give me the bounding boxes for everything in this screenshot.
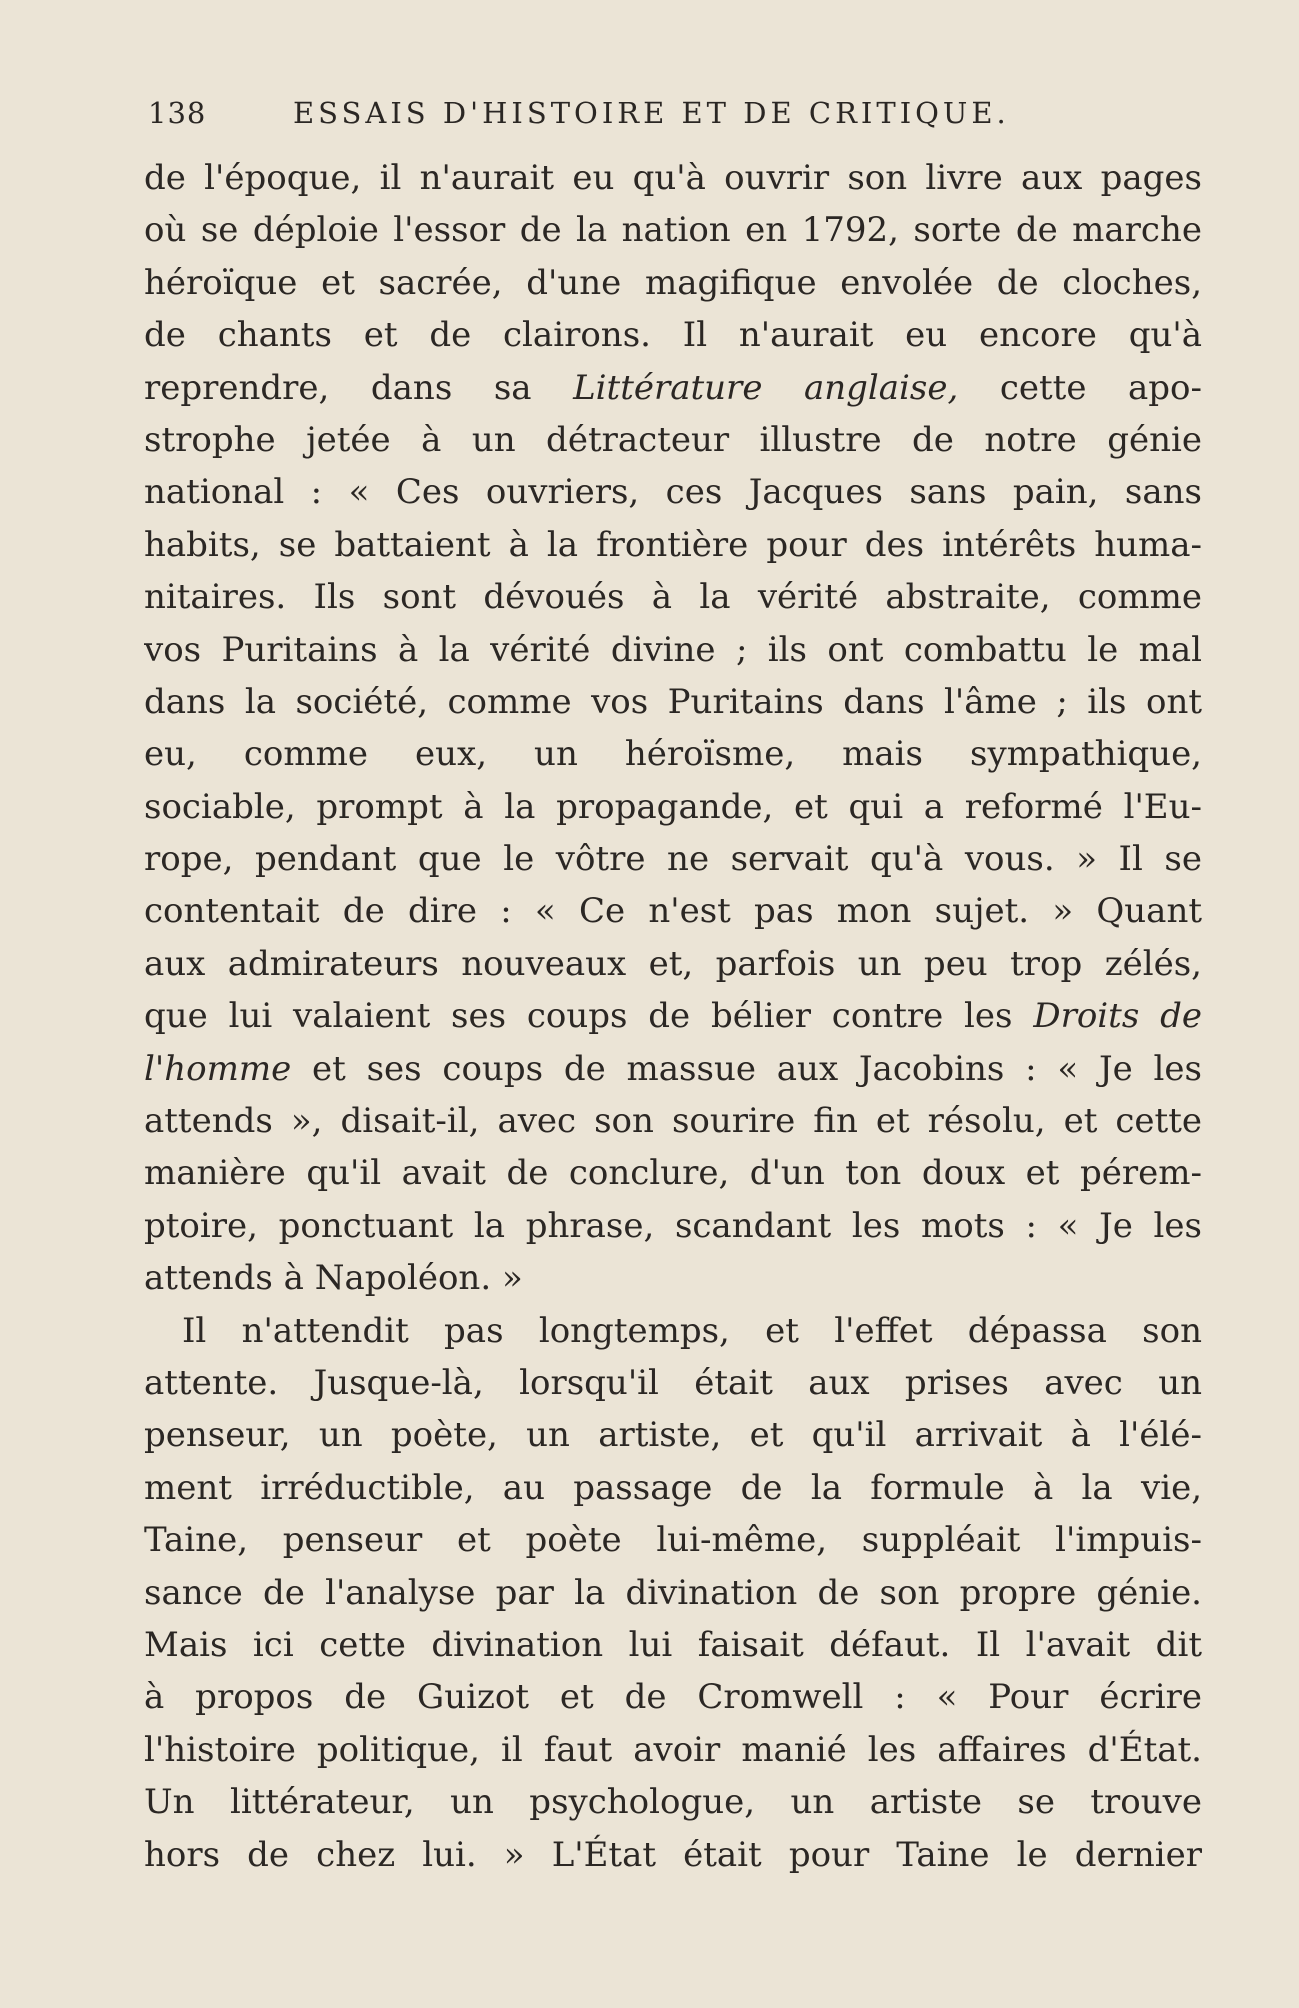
text-line bbox=[144, 990, 1202, 1042]
text-line: rope, pendant que le vôtre ne servait qu'à vous. » Il se bbox=[144, 839, 1202, 880]
text-line: où se déploie l'essor de la nation en 1792, sorte de marche bbox=[144, 210, 1202, 251]
text-line: vos Puritains à la vérité divine ; ils ont combattu le mal bbox=[144, 629, 1202, 670]
text-run: que lui valaient ses coups de bélier contre les bbox=[144, 996, 1034, 1037]
text-line: Un littérateur, un psychologue, un artiste se trouve bbox=[144, 1782, 1202, 1823]
running-head bbox=[148, 96, 1088, 136]
text-run: reprendre, dans sa bbox=[144, 367, 574, 408]
italic-title: Littérature anglaise, bbox=[573, 367, 959, 408]
text-line: Il n'attendit pas longtemps, et l'effet dépassa son bbox=[182, 1310, 1202, 1351]
italic-title: l'homme bbox=[144, 1048, 292, 1089]
text-line: dans la société, comme vos Puritains dans l'âme ; ils ont bbox=[144, 681, 1202, 722]
text-line: hors de chez lui. » L'État était pour Taine le dernier bbox=[144, 1834, 1202, 1875]
text-line: habits, se battaient à la frontière pour des intérêts huma- bbox=[144, 524, 1202, 565]
text-line: aux admirateurs nouveaux et, parfois un peu trop zélés, bbox=[144, 943, 1202, 984]
text-line: nitaires. Ils sont dévoués à la vérité abstraite, comme bbox=[144, 577, 1202, 618]
text-line: de chants et de clairons. Il n'aurait eu encore qu'à bbox=[144, 315, 1202, 356]
text-line: manière qu'il avait de conclure, d'un ton doux et pérem- bbox=[144, 1153, 1202, 1194]
text-line: Taine, penseur et poète lui-même, suppléait l'impuis- bbox=[144, 1520, 1202, 1561]
text-line: penseur, un poète, un artiste, et qu'il arrivait à l'élé- bbox=[144, 1415, 1202, 1456]
text-line: de l'époque, il n'aurait eu qu'à ouvrir son livre aux pages bbox=[144, 158, 1202, 198]
text-line: eu, comme eux, un héroïsme, mais sympathique, bbox=[144, 734, 1202, 775]
text-run: et ses coups de massue aux Jacobins : « Je les bbox=[291, 1048, 1202, 1089]
text-line: strophe jetée à un détracteur illustre de notre génie bbox=[144, 419, 1202, 460]
text-line: contentait de dire : « Ce n'est pas mon sujet. » Quant bbox=[144, 891, 1202, 932]
text-line: attente. Jusque-là, lorsqu'il était aux prises avec un bbox=[144, 1362, 1202, 1403]
text-line: national : « Ces ouvriers, ces Jacques sans pain, sans bbox=[144, 472, 1202, 513]
page-number: 138 bbox=[148, 96, 207, 130]
text-line: l'histoire politique, il faut avoir manié les affaires d'État. bbox=[144, 1729, 1202, 1770]
text-line: ptoire, ponctuant la phrase, scandant les mots : « Je les bbox=[144, 1205, 1202, 1246]
italic-title: Droits de bbox=[1033, 996, 1202, 1037]
text-line: attends », disait-il, avec son sourire fin et résolu, et cette bbox=[144, 1101, 1202, 1142]
text-line: sance de l'analyse par la divination de son propre génie. bbox=[144, 1572, 1202, 1613]
text-line: ment irréductible, au passage de la formule à la vie, bbox=[144, 1467, 1202, 1508]
text-run: cette apo- bbox=[958, 367, 1202, 408]
text-line bbox=[144, 1043, 1202, 1095]
text-line bbox=[144, 362, 1202, 414]
text-line: Mais ici cette divination lui faisait défaut. Il l'avait dit bbox=[144, 1624, 1202, 1665]
text-line: sociable, prompt à la propagande, et qui a reformé l'Eu- bbox=[144, 786, 1202, 827]
text-line: à propos de Guizot et de Cromwell : « Pour écrire bbox=[144, 1677, 1202, 1718]
text-line: attends à Napoléon. » bbox=[144, 1258, 523, 1299]
text-line: héroïque et sacrée, d'une magifique envolée de cloches, bbox=[144, 262, 1202, 303]
body-text bbox=[144, 152, 1202, 1881]
running-title: ESSAIS D'HISTOIRE ET DE CRITIQUE. bbox=[293, 96, 1010, 130]
